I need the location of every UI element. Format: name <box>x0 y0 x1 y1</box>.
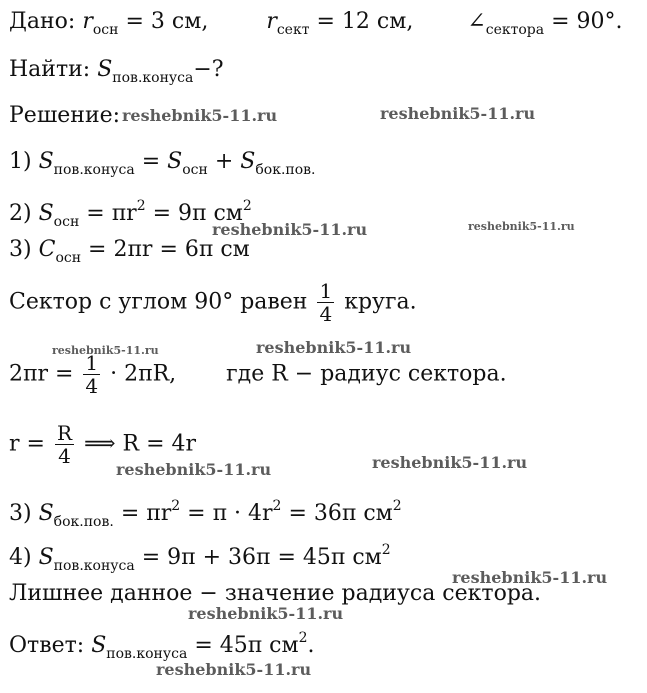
given-line <box>9 8 623 44</box>
total-exp: 2 <box>381 542 391 558</box>
find-label: Найти: <box>9 57 91 82</box>
watermark: reshebnik5-11.ru <box>452 568 608 587</box>
eq2-fraction-den: 4 <box>58 444 71 468</box>
step1-s: S <box>38 149 54 174</box>
answer-s: S <box>91 633 107 658</box>
lateral-exp3: 2 <box>392 498 402 514</box>
r-base-symbol: r <box>82 9 93 34</box>
r-sector-symbol: r <box>266 9 277 34</box>
r-sector-value: = 12 см, <box>316 9 414 34</box>
equation1-line <box>9 352 507 397</box>
sector-line <box>9 280 417 325</box>
lateral-mid: = π · 4r <box>187 501 273 526</box>
step1-s3-sub: бок.пов. <box>255 162 316 178</box>
step3-c: C <box>38 237 56 262</box>
solution-label: Решение: <box>9 103 121 128</box>
answer-label: Ответ: <box>9 633 85 658</box>
step3-line <box>9 236 250 272</box>
lateral-rest: = 36π см <box>288 501 393 526</box>
eq1-fraction-num: 1 <box>85 351 99 375</box>
watermark: reshebnik5-11.ru <box>256 338 412 357</box>
answer-end: . <box>307 633 315 658</box>
eq2-fraction-num: R <box>56 421 73 445</box>
total-s-sub: пов.конуса <box>53 558 135 574</box>
step1-line <box>9 148 316 184</box>
step2-exp2: 2 <box>242 198 252 214</box>
r-sector-subscript: сект <box>276 22 310 38</box>
answer-s-sub: пов.конуса <box>106 646 188 662</box>
sector-fraction <box>317 280 334 325</box>
step1-s2: S <box>167 149 183 174</box>
answer-expr: = 45π см <box>194 633 299 658</box>
sector-text: Сектор с углом 90° равен <box>9 289 308 315</box>
step-total-line <box>9 536 391 580</box>
step2-expr: = πr <box>86 201 137 226</box>
step2-s-sub: осн <box>53 214 80 230</box>
r-base-value: = 3 см, <box>125 9 209 34</box>
watermark: reshebnik5-11.ru <box>380 104 536 123</box>
step-lateral-line <box>9 492 402 536</box>
watermark: reshebnik5-11.ru <box>468 220 575 233</box>
step1-s2-sub: осн <box>182 162 208 178</box>
watermark: reshebnik5-11.ru <box>188 604 344 623</box>
step3-c-sub: осн <box>55 250 82 266</box>
step2-number: 2) <box>9 201 32 226</box>
r-base-subscript: осн <box>92 22 119 38</box>
step2-s: S <box>38 201 54 226</box>
step3-number: 3) <box>9 237 32 262</box>
find-s-symbol: S <box>97 57 113 82</box>
watermark: reshebnik5-11.ru <box>116 460 272 479</box>
sector-rest: круга. <box>344 289 417 315</box>
step1-eq: = <box>141 149 161 174</box>
total-s: S <box>38 545 54 570</box>
lateral-exp: 2 <box>171 498 181 514</box>
angle-subscript: сектора <box>485 22 545 38</box>
lateral-exp2: 2 <box>272 498 282 514</box>
lateral-s: S <box>38 501 54 526</box>
eq1-left: 2πr = <box>9 361 74 387</box>
watermark: reshebnik5-11.ru <box>122 106 278 125</box>
eq2-rest: ⟹ R = 4r <box>84 431 197 457</box>
eq1-mid: · 2πR, <box>110 361 177 387</box>
step1-number: 1) <box>9 149 32 174</box>
extra-text: Лишнее данное − значение радиуса сектора. <box>9 581 542 606</box>
find-s-subscript: пов.конуса <box>112 70 194 86</box>
lateral-number: 3) <box>9 501 32 526</box>
lateral-s-sub: бок.пов. <box>53 514 114 530</box>
watermark: reshebnik5-11.ru <box>212 220 368 239</box>
watermark: reshebnik5-11.ru <box>372 453 528 472</box>
solution-line <box>9 102 120 130</box>
watermark: reshebnik5-11.ru <box>156 660 312 679</box>
total-expr: = 9π + 36π = 45π см <box>141 545 382 570</box>
watermark: reshebnik5-11.ru <box>52 344 159 357</box>
eq1-rest: где R − радиус сектора. <box>226 361 507 387</box>
find-rest: −? <box>193 57 224 82</box>
step1-plus: + <box>214 149 234 174</box>
step2-exp: 2 <box>136 198 146 214</box>
answer-exp: 2 <box>298 630 308 646</box>
step2-rest: = 9π см <box>152 201 243 226</box>
angle-symbol: ∠ <box>467 9 486 34</box>
sector-fraction-num: 1 <box>319 279 333 303</box>
eq2-left: r = <box>9 431 45 457</box>
given-label: Дано: <box>9 9 76 34</box>
step1-s3: S <box>240 149 256 174</box>
sector-fraction-den: 4 <box>319 302 333 326</box>
total-number: 4) <box>9 545 32 570</box>
find-line <box>9 56 224 92</box>
angle-value: = 90°. <box>551 9 623 34</box>
lateral-expr: = πr <box>120 501 172 526</box>
eq2-fraction <box>55 422 74 467</box>
step1-s-sub: пов.конуса <box>53 162 135 178</box>
eq1-fraction <box>83 352 100 397</box>
eq1-fraction-den: 4 <box>85 374 99 398</box>
step3-expr: = 2πr = 6π см <box>88 237 250 262</box>
